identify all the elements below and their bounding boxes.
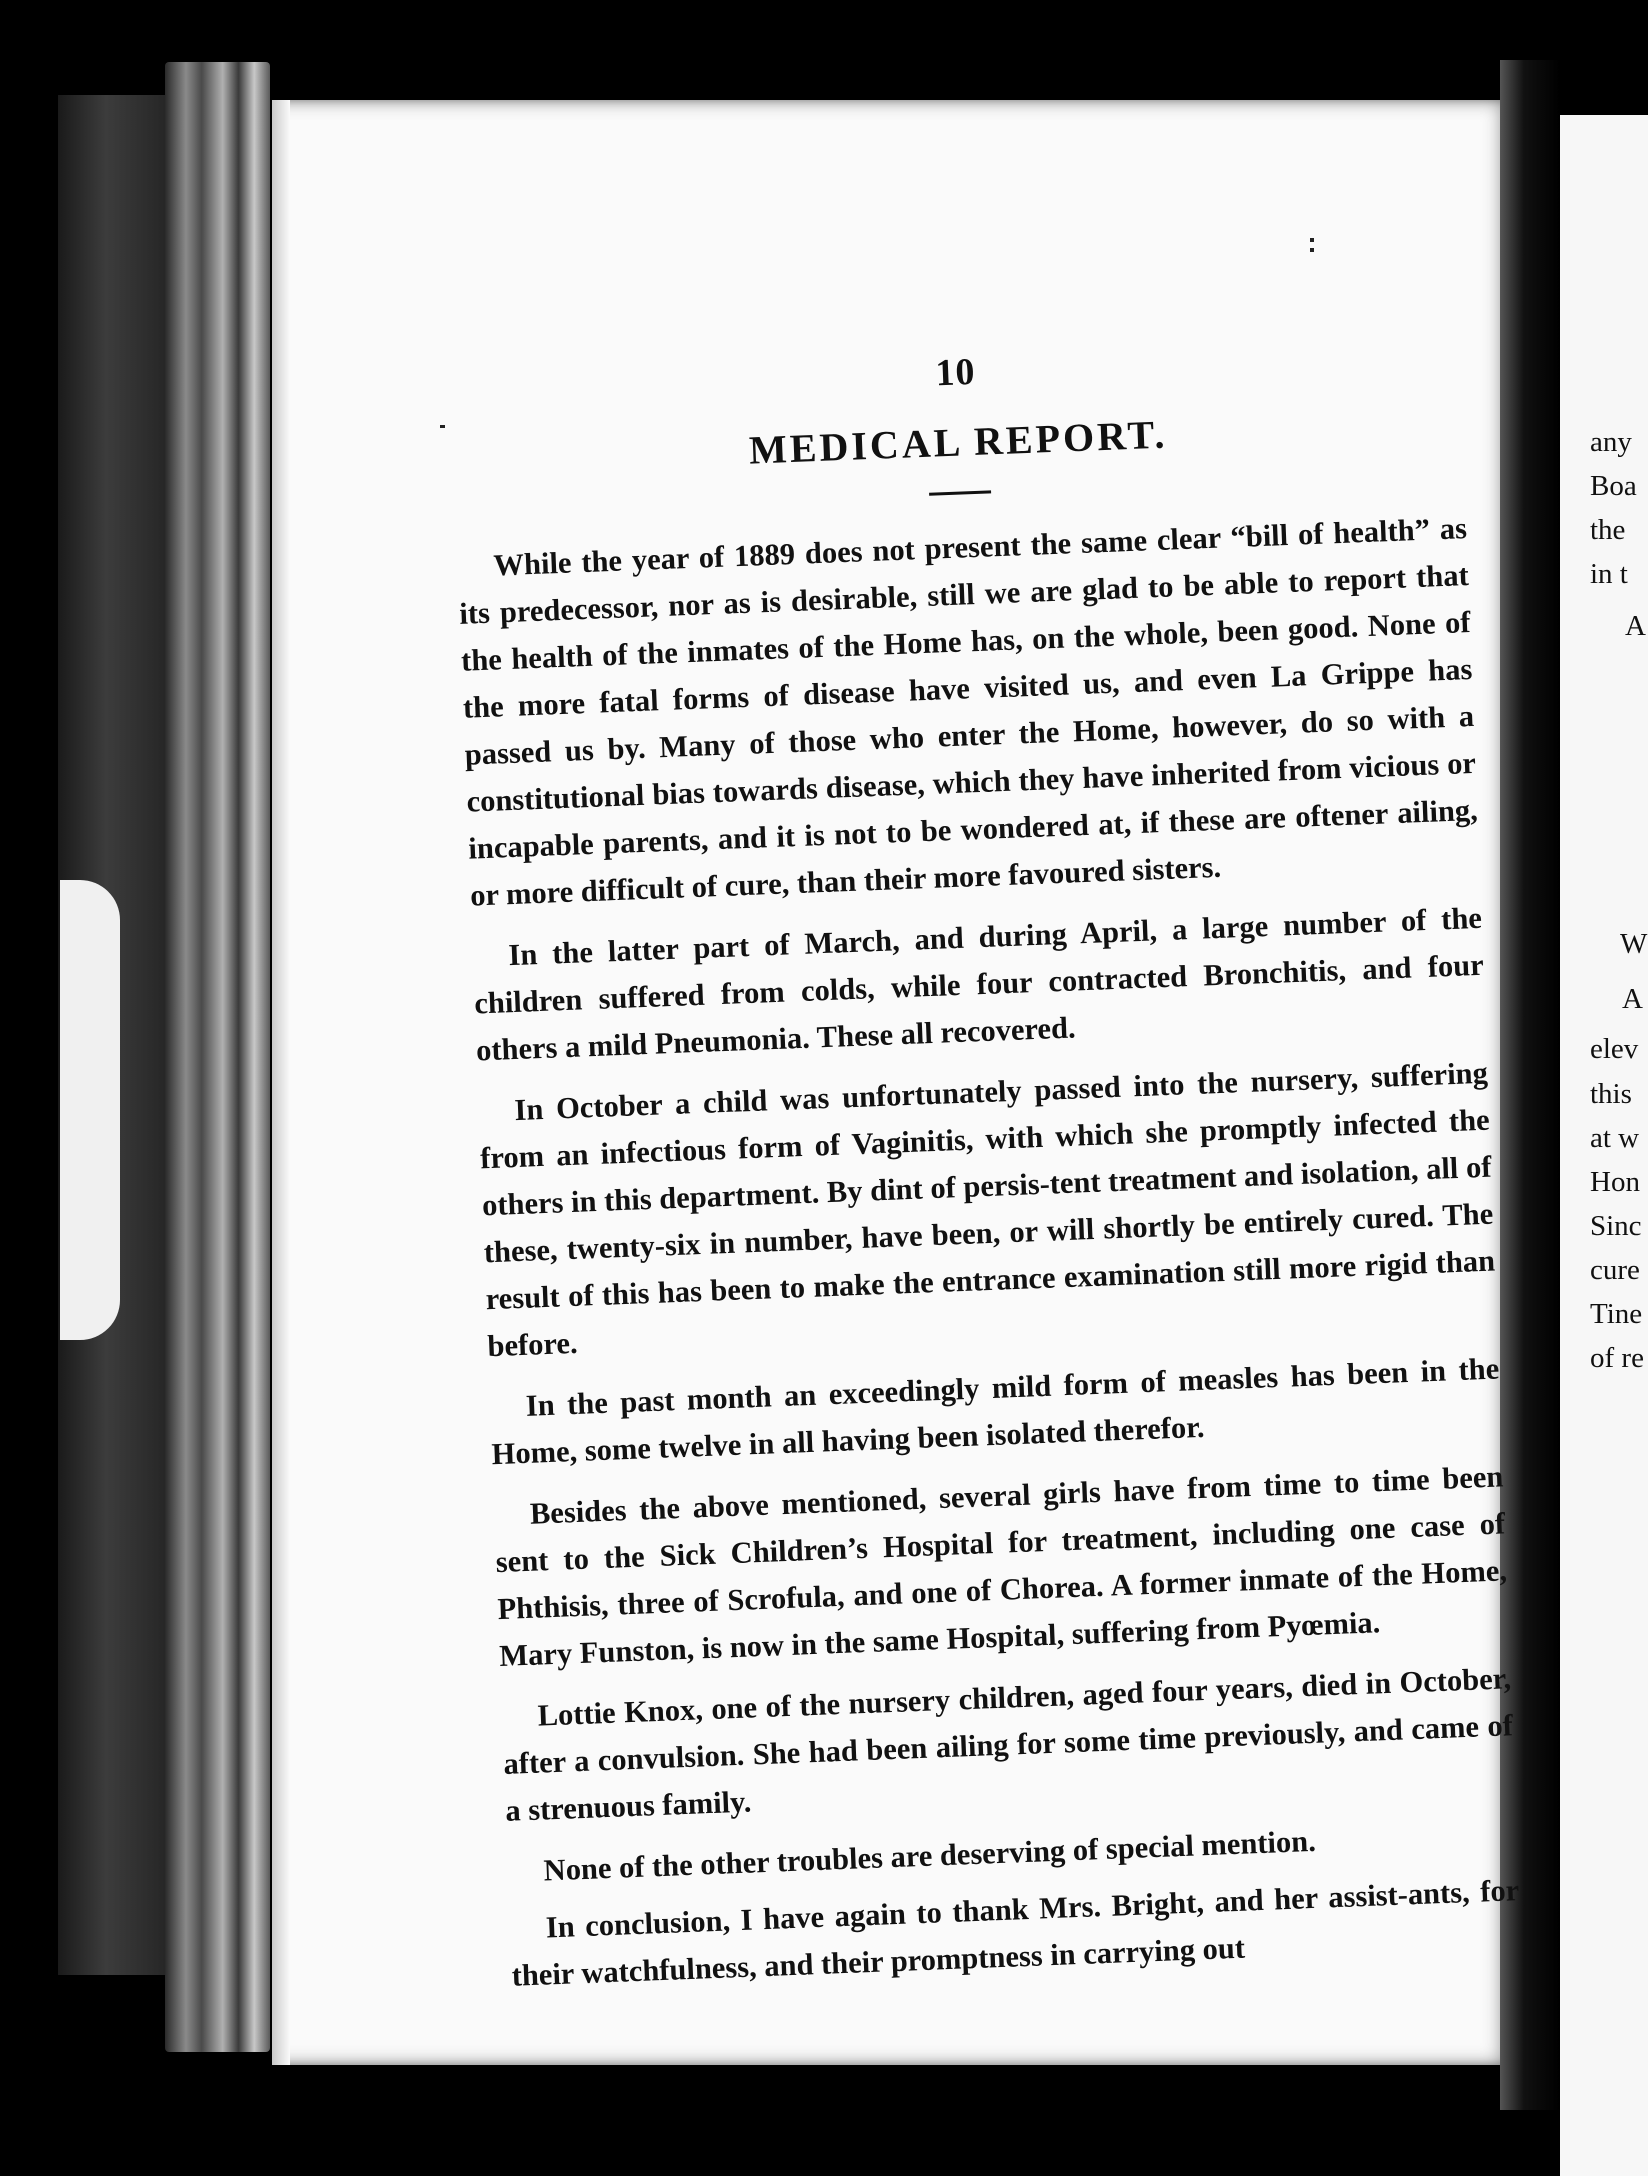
- right-fragment-line: Sinc: [1590, 1210, 1642, 1242]
- report-title: MEDICAL REPORT.: [748, 411, 1169, 473]
- right-fragment-line: in t: [1590, 558, 1628, 590]
- right-fragment-line: Hon: [1590, 1166, 1640, 1198]
- right-fragment-line: elev: [1590, 1033, 1639, 1065]
- right-fragment-line: this: [1590, 1078, 1632, 1110]
- left-edge-highlight: [60, 880, 120, 1340]
- right-fragment-line: W: [1620, 928, 1648, 960]
- paragraph: While the year of 1889 does not present the same clear “bill of health” as its predecessor, nor as is desirable, still we are glad to be able to report that the health of the inmates of the Home has, on the whole, been good. None of the more fatal forms of disease have visited us, and even La Grippe has passed us by. Many of those who enter the Home, however, do so with a constitutional bias towards disease, which they have inherited from vicious or incapable parents, and it is not to be wondered at, if these are oftener ailing, or more difficult of cure, than their more favoured sisters.: [458, 511, 1479, 913]
- paragraph: None of the other troubles are deserving of special mention.: [543, 1823, 1317, 1888]
- page-stack-edges: [165, 62, 270, 2052]
- right-fragment-line: any: [1590, 426, 1632, 458]
- right-fragment-line: at w: [1590, 1122, 1640, 1154]
- scan-speck: [1310, 248, 1314, 252]
- paragraph: In the latter part of March, and during April, a large number of the children suffered from colds, while four contracted Bronchitis, and four others a mild Pneumonia. These all recovered.: [473, 900, 1485, 1068]
- right-fragment-line: Tine: [1590, 1298, 1643, 1330]
- right-fragment-line: of re: [1590, 1342, 1644, 1374]
- scan-speck: [1310, 238, 1314, 242]
- title-rule: [929, 490, 991, 495]
- paragraph: In October a child was unfortunately passed into the nursery, suffering from an infectious form of Vaginitis, with which she promptly infected the others in this department. By dint of persis-tent treatment and isolation, all of these, twenty-six in number, have been, or will shortly be entirely cured. The result of this has been to make the entrance examination still more rigid than before.: [479, 1055, 1496, 1364]
- right-fragment-line: A: [1625, 610, 1646, 642]
- right-fragment-line: cure: [1590, 1254, 1640, 1286]
- paragraph: In conclusion, I have again to thank Mrs. Bright, and her assist-ants, for their watchfulness, and their promptness in carrying out: [511, 1873, 1520, 1993]
- right-fragment-line: Boa: [1590, 470, 1637, 502]
- right-fragment-line: the: [1590, 514, 1626, 546]
- page-text-block: [450, 331, 1522, 2014]
- right-fragment-line: A: [1622, 983, 1643, 1015]
- paragraph: Lottie Knox, one of the nursery children, aged four years, died in October, after a convulsion. She had been ailing for some time previously, and came of a strenuous family.: [502, 1661, 1514, 1828]
- scan-speck: [440, 425, 445, 428]
- paragraph: In the past month an exceedingly mild form of measles has been in the Home, some twelve in all having been isolated therefor.: [490, 1351, 1500, 1472]
- page-number: 10: [934, 350, 977, 395]
- paragraph: Besides the above mentioned, several girls have from time to time been sent to the Sick Children’s Hospital for treatment, including one case of Phthisis, three of Scrofula, and one of Chorea. A former inmate of the Home, Mary Funston, is now in the same Hospital, suffering from Pyœmia.: [495, 1459, 1508, 1674]
